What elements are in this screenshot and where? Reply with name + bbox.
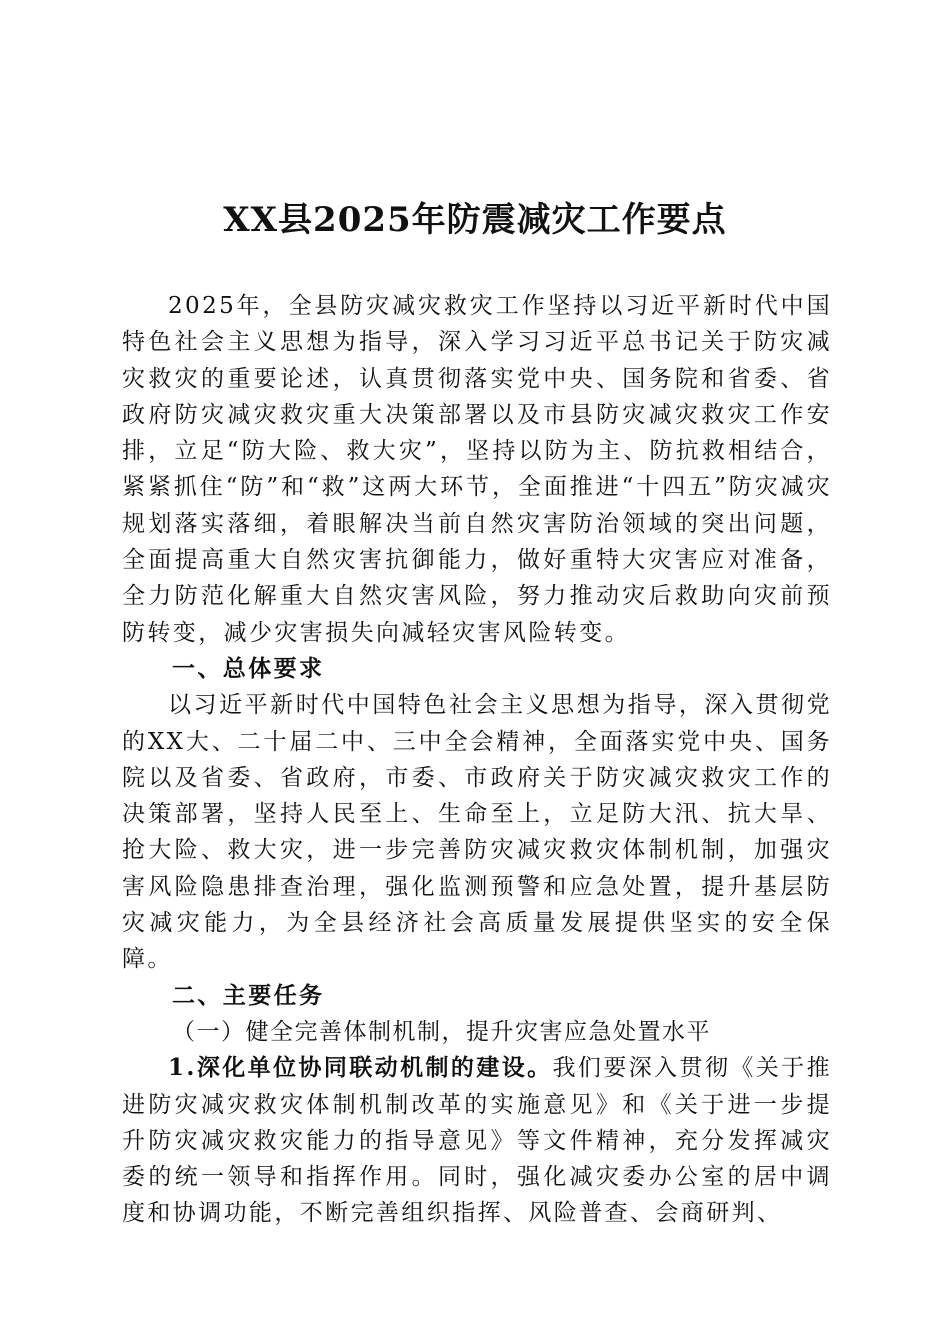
document-title: XX县2025年防震减灾工作要点 (223, 200, 727, 240)
task-item-1-body: 我们要深入贯彻《关于推进防灾减灾救灾体制机制改革的实施意见》和《关于进一步提升防灾减灾救灾能力的指导意见》等文件精神，充分发挥减灾委的统一领导和指挥作用。同时，强化减灾委办公室的居中调度和协调功能，不断完善组织指挥、风险普查、会商研判、 (122, 1055, 832, 1227)
task-item-1-paragraph (122, 1050, 832, 1231)
document-body (122, 288, 832, 1232)
intro-paragraph: 2025年，全县防灾减灾救灾工作坚持以习近平新时代中国特色社会主义思想为指导，深入学习习近平总书记关于防灾减灾救灾的重要论述，认真贯彻落实党中央、国务院和省委、省政府防灾减灾救灾重大决策部署以及市县防灾减灾救灾工作安排，立足“防大险、救大灾”，坚持以防为主、防抗救相结合，紧紧抓住“防”和“救”这两大环节，全面推进“十四五”防灾减灾规划落实落细，着眼解决当前自然灾害防治领域的突出问题，全面提高重大自然灾害抗御能力，做好重特大灾害应对准备，全力防范化解重大自然灾害风险，努力推动灾后救助向灾前预防转变，减少灾害损失向减轻灾害风险转变。 (122, 293, 832, 646)
subsection-heading-mechanisms: （一）健全完善体制机制，提升灾害应急处置水平 (172, 1018, 711, 1045)
task-item-1-lead: 1.深化单位协同联动机制的建设。 (168, 1054, 553, 1082)
section-heading-main-tasks: 二、主要任务 (172, 981, 325, 1009)
overall-requirements-paragraph: 以习近平新时代中国特色社会主义思想为指导，深入贯彻党的XX大、二十届二中、三中全会精神，全面落实党中央、国务院以及省委、省政府，市委、市政府关于防灾减灾救灾工作的决策部署，坚持人民至上、生命至上，立足防大汛、抗大旱、抢大险、救大灾，进一步完善防灾减灾救灾体制机制，加强灾害风险隐患排查治理，强化监测预警和应急处置，提升基层防灾减灾能力，为全县经济社会高质量发展提供坚实的安全保障。 (122, 692, 832, 973)
section-heading-overall-requirements: 一、总体要求 (172, 654, 325, 682)
